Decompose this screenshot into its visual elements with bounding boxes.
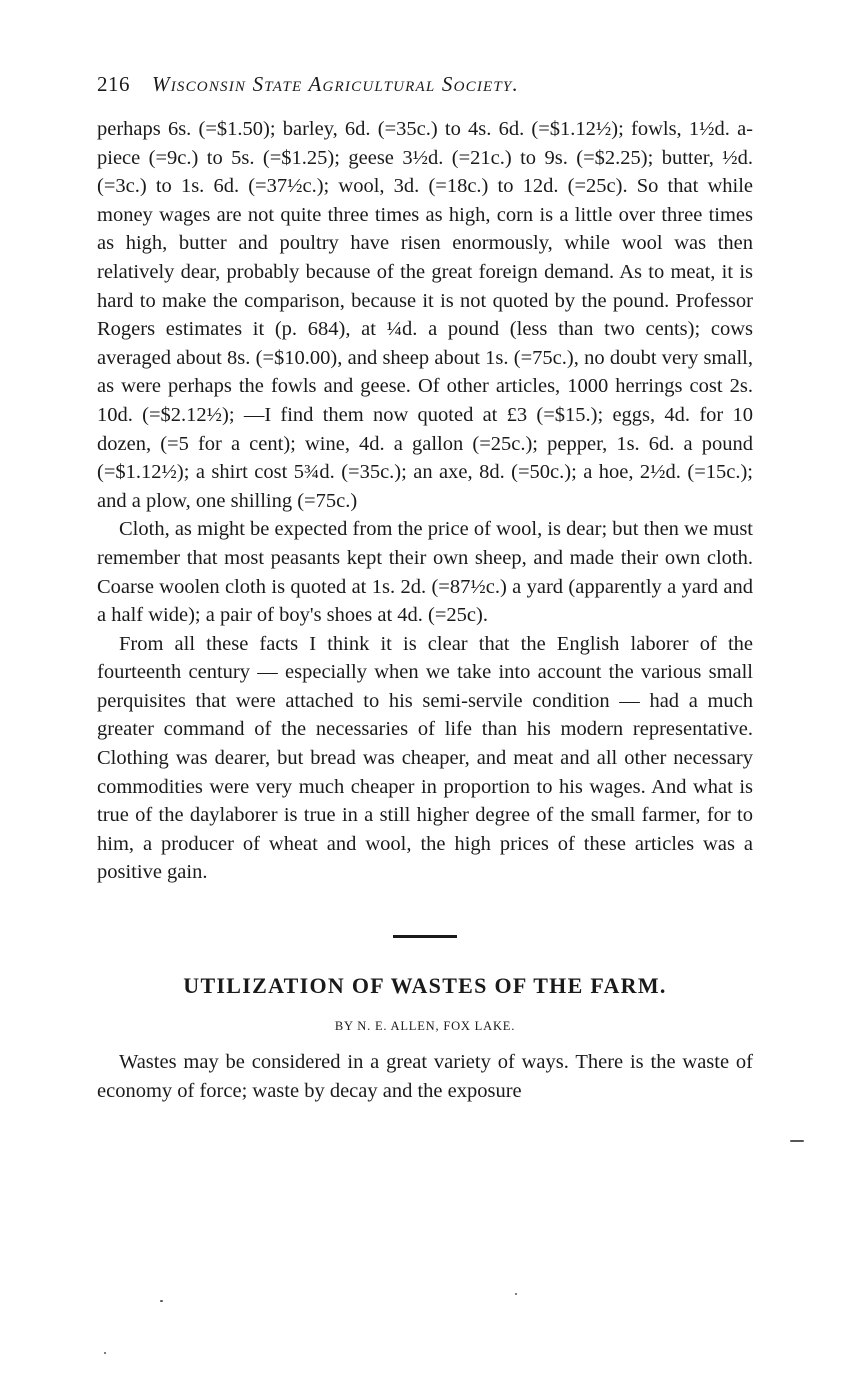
paragraph-prices: perhaps 6s. (=$1.50); barley, 6d. (=35c.) to 4s. 6d. (=$1.12½); fowls, 1½d. a-piece (=9c.) to 5s. (=$1.25); geese 3½d. (=21c.) to 9s. (=$2.25); butter, ½d. (=3c.) to 1s. 6d. (=37½c.); wool, 3d. (=18c.) to 12d. (=25c). So that while money wages are not quite three times as high, corn is a little over three times as high, butter and poultry have risen enormously, while wool was then relatively dear, probably because of the great foreign demand. As to meat, it is hard to make the comparison, because it is not quoted by the pound. Professor Rogers estimates it (p. 684), at ¼d. a pound (less than two cents); cows averaged about 8s. (=$10.00), and sheep about 1s. (=75c.), no doubt very small, as were perhaps the fowls and geese. Of other articles, 1000 herrings cost 2s. 10d. (=$2.12½); —I find them now quoted at £3 (=$15.); eggs, 4d. for 10 dozen, (=5 for a cent); wine, 4d. a gallon (=25c.); pepper, 1s. 6d. a pound (=$1.12½); a shirt cost 5¾d. (=35c.); an axe, 8d. (=50c.); a hoe, 2½d. (=15c.); and a plow, one shilling (=75c.) [97, 118, 753, 512]
scan-speck [160, 1300, 163, 1302]
book-page [97, 72, 753, 1105]
article-byline: BY N. E. ALLEN, FOX LAKE. [334, 1019, 516, 1034]
running-title: Wisconsin State Agricultural Society. [152, 72, 519, 96]
scan-speck [515, 1293, 517, 1295]
section-divider [393, 935, 457, 938]
paragraph-conclusion: From all these facts I think it is clear that the English laborer of the fourteenth century — especially when we take into account the various small perquisites that were attached to his semi-servile condition — had a much greater command of the necessaries of life than his modern representative. Clothing was dearer, but bread was cheaper, and meat and all other necessary commodities were very much cheaper in proportion to his wages. And what is true of the daylaborer is true in a still higher degree of the small farmer, for to him, a producer of wheat and wool, the high prices of these articles was a positive gain. [97, 632, 753, 884]
running-head [97, 72, 753, 97]
article-opening-paragraph: Wastes may be considered in a great variety of ways. There is the waste of economy of force; waste by decay and the exposure [97, 1051, 753, 1102]
page-number: 216 [97, 72, 130, 96]
scan-speck [104, 1352, 106, 1354]
article-title: UTILIZATION OF WASTES OF THE FARM. [183, 973, 667, 999]
paragraph-cloth: Cloth, as might be expected from the price of wool, is dear; but then we must remember that most peasants kept their own sheep, and made their own cloth. Coarse woolen cloth is quoted at 1s. 2d. (=87½c.) a yard (apparently a yard and a half wide); a pair of boy's shoes at 4d. (=25c). [97, 518, 753, 627]
scan-speck [790, 1140, 804, 1142]
